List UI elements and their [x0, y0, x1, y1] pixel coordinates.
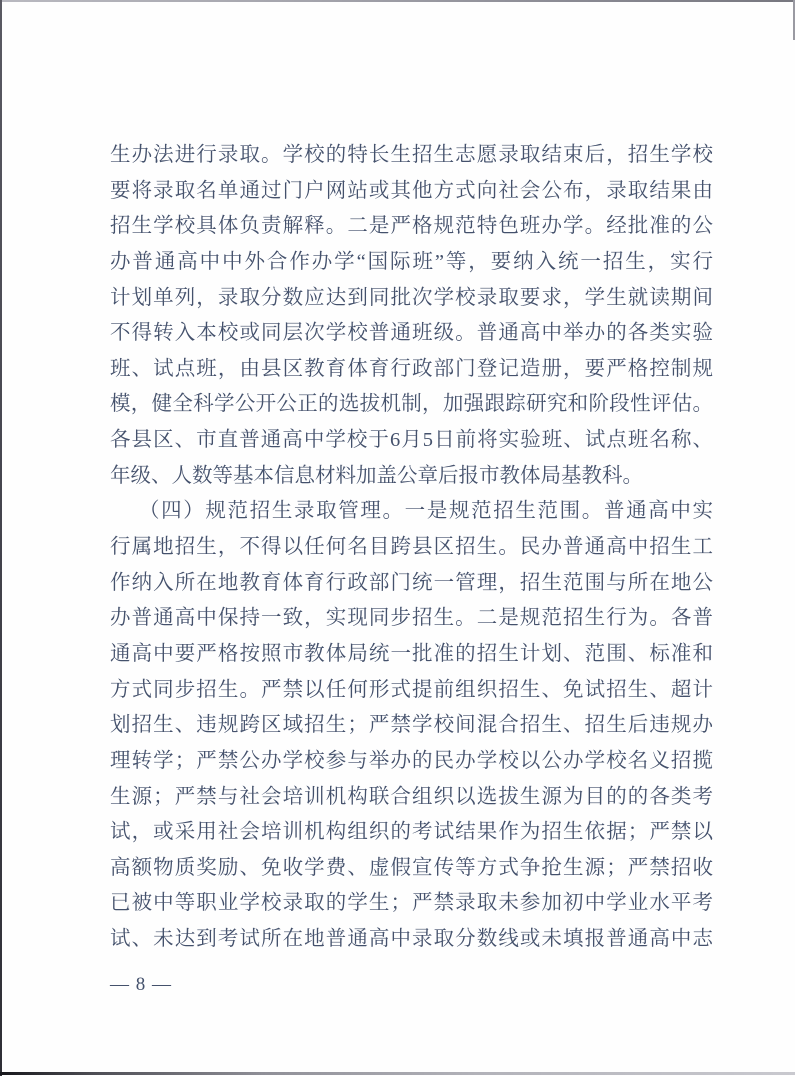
- scan-edge-top: [0, 0, 795, 2]
- scan-edge-bottom: [0, 1072, 795, 1075]
- scan-edge-left: [0, 0, 2, 1076]
- text-line: 要将录取名单通过门户网站或其他方式向社会公布，录取结果由: [110, 179, 713, 202]
- text-line: 理转学；严禁公办学校参与举办的民办学校以公办学校名义招揽: [110, 749, 713, 772]
- text-line: （四）规范招生录取管理。一是规范招生范围。普通高中实: [139, 500, 713, 523]
- page-number: — 8 —: [110, 974, 172, 995]
- text-line: 各县区、市直普通高中学校于6月5日前将实验班、试点班名称、: [110, 429, 713, 452]
- text-line: 模，健全科学公开公正的选拔机制，加强跟踪研究和阶段性评估。: [110, 393, 713, 416]
- text-line: 作纳入所在地教育体育行政部门统一管理，招生范围与所在地公: [110, 571, 713, 594]
- text-line: 通高中要严格按照市教体局统一批准的招生计划、范围、标准和: [110, 642, 713, 665]
- text-line: 试，或采用社会培训机构组织的考试结果作为招生依据；严禁以: [110, 821, 713, 844]
- text-line: 办普通高中保持一致，实现同步招生。二是规范招生行为。各普: [110, 607, 713, 630]
- text-line: 高额物质奖励、免收学费、虚假宣传等方式争抢生源；严禁招收: [110, 856, 713, 879]
- text-line: 试、未达到考试所在地普通高中录取分数线或未填报普通高中志: [110, 928, 713, 951]
- text-line: 不得转入本校或同层次学校普通班级。普通高中举办的各类实验: [110, 322, 713, 345]
- text-block: [110, 138, 713, 958]
- text-line: 年级、人数等基本信息材料加盖公章后报市教体局基教科。: [110, 464, 643, 487]
- text-line: 行属地招生，不得以任何名目跨县区招生。民办普通高中招生工: [110, 536, 713, 559]
- text-line: 已被中等职业学校录取的学生；严禁录取未参加初中学业水平考: [110, 892, 713, 915]
- text-line: 方式同步招生。严禁以任何形式提前组织招生、免试招生、超计: [110, 678, 713, 701]
- text-line: 划招生、违规跨区域招生；严禁学校间混合招生、招生后违规办: [110, 714, 713, 737]
- text-line: 计划单列，录取分数应达到同批次学校录取要求，学生就读期间: [110, 286, 713, 309]
- text-line: 生办法进行录取。学校的特长生招生志愿录取结束后，招生学校: [110, 144, 713, 166]
- text-line: 班、试点班，由县区教育体育行政部门登记造册，要严格控制规: [110, 357, 713, 380]
- text-line: 招生学校具体负责解释。二是严格规范特色班办学。经批准的公: [110, 215, 713, 238]
- text-line: 办普通高中中外合作办学“国际班”等，要纳入统一招生，实行: [110, 250, 713, 273]
- text-line: 生源；严禁与社会培训机构联合组织以选拔生源为目的的各类考: [110, 785, 713, 808]
